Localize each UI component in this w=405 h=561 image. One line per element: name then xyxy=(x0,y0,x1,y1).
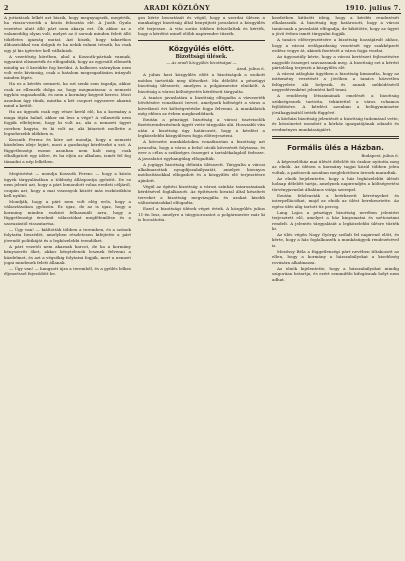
article-dateline: Budapest, julius 6. xyxy=(361,153,399,159)
article-paragraph: Megtörtént — mondja Kossuth Ferenc — hogy a közös ügyek tárgyalásában a többség álláspontja győzött. De ez nem jelenti azt, hogy a párt lemondott volna eredeti céljáról, csupán azt, hogy a mai viszonyok között más eszközökhöz kell nyúlni. xyxy=(4,171,131,199)
article-paragraph: Az elnök bejelentette, hogy a ház legközelebbi ülését holnap délelőtt tartja, amelynek napirendjén a költségvetési törvényjavaslat általános vitája szerepel. xyxy=(272,175,399,192)
issue-date: 1910. julius 7. xyxy=(345,3,401,12)
article-headline: Közgyűlés előtt. xyxy=(168,43,235,53)
article-paragraph: kezdetben kitűzött ideig, hogy a kérdés rendezését elhalasszák. A bizottság úgy határozott, hogy a városi tanácsnak a javaslatát elfogadja, de kikötötte, hogy az ügyet a jövő évben ismét tárgyalni fogják. xyxy=(272,15,399,37)
newspaper-title: ARADI KÖZLÖNY xyxy=(144,3,210,12)
article-paragraph: Ha ez a kérdés nemzeti, ha ezt senki sem tagadja, akkor csak az ellenzék dolga az, hogy megmutassa: a nemzeti ügyhöz ragaszkodik, és nem a kormány kegyeit keresi. Most azonban úgy tűnik, mintha a két csoport egyszerre akarná mind a kettőt. xyxy=(4,81,131,109)
article-dateline: Arad, julius 6. xyxy=(236,66,265,72)
article-paragraph: A tanács javaslatára a bizottság elfogadta a vízvezeték bővítésére vonatkozó tervet, amelynek költségét a város a következő évi költségvetésbe fogja felvenni. A munkálatok még ebben az évben megkezdődnek. xyxy=(138,94,265,116)
article-paragraph: Mezőssy Béla a függetlenségi párt nevében tiltakozott az ellen, hogy a kormány a házszabályokat a kisebbség rovására alkalmazza. xyxy=(272,248,399,265)
article-paragraph: Ezután a pénzügyi bizottság a városi tisztviselők fizetésrendezésének ügyét vette tárgyalás alá. Hosszabb vita után a bizottság úgy határozott, hogy a kérdést a legközelebbi közgyűlésen fogja előterjeszteni. xyxy=(138,116,265,139)
page-header xyxy=(4,2,401,14)
article-paragraph: Mondják, hogy a párt nem volt elég erős, hogy a választásokon győzzön. Ez igaz, de az is igaz, hogy a kormány minden eszközt felhasznált arra, hogy a függetlenségi érzelmű választókat megfélemlítse és a szavazástól visszatartsa. xyxy=(4,199,131,226)
article-paragraph: A kövezési munkálatokra vonatkozóan a bizottság azt javasolta, hogy a város a belső utcák kövezését folytassa, és erre a célra a szükséges összeget a tartalékalapból fedezze. A javaslatot egyhangúlag elfogadták. xyxy=(138,139,265,161)
article-paragraph: Végül az építési bizottság a városi színház tatarozásának kérdésével foglalkozott. Az építészeti hivatal által készített terveket a bizottság megvizsgálta és azokat kisebb változtatásokkal elfogadta. xyxy=(138,183,265,206)
article-paragraph: A kórházi bizottság jelentését a bizottság tudomásul vette, és köszönetet mondott a kórház igazgatójának odaadó és eredményes munkásságáért. xyxy=(272,115,399,132)
column-left xyxy=(4,15,131,558)
article-paragraph: Ha az ügynek csak egy része kerül elő, ha a kormány a maga útján halad, akkor mi lesz a vége? A választók nem fogják elfelejteni, hogy ki volt az, aki a nemzeti ügyet cserben hagyta, és ki volt az, aki kitartott mellette a legnehezebb időkben is. xyxy=(4,109,131,137)
article-paragraph: Ezzel a bizottsági ülések véget értek. A közgyűlés julius 11-én lesz, amelyre a tárgysorozatot a polgármester már ki is bocsátotta. xyxy=(138,206,265,223)
article-subheadline: Bizottsági ülések. xyxy=(175,53,228,60)
article-paragraph: Az ülés végén Nagy György szólalt fel napirend előtt, és kérte, hogy a ház foglalkozzék a munkásügyek rendezésével is. xyxy=(272,231,399,248)
article-paragraph: A vezetőség körében, ahol a Kossuth-pártiak vannak, egyaránt elismerték és elfogadták, hogy az egyesült ellenzék mindig az ő kezükbe fog kerülni. A balkezes szárnyban nem volt erős kívánság, csak a hatalom megragadására irányult minden lépés. xyxy=(4,53,131,81)
page-number: 2 xyxy=(4,3,9,12)
article-paragraph: A juttatások lelkét azt hiszik, hogy megnyugszik, megértik, ha vissza-vezetik a közös felosztás elé. A Justh Gyula vezetése alatt álló párt nem akarja ezt. Ők akkor az a valameddig olyan volt, melyet az ő sorsuk minden felett álló tökéletes igazság mutat. Azt hiszik, hogy takarékos áldozatokkal van dolguk és ha nekik valami tetszik, ha csak egy jó kis ígéretre kell vállalniok. xyxy=(4,15,131,53)
article-paragraph: gos kérte beosztását és végül, hogy a szerdai ülésen a munkaügyi bizottság által benyújtott javaslatot a közgyűlés elé terjessze. A vita során többen felszólaltak és kérték, hogy a kérdést minél előbb napirendre tűzzék. xyxy=(138,15,265,37)
section-divider xyxy=(272,136,399,139)
article-paragraph: A jogügyi bizottság délután ülésezett. Tárgyalta a városi alkalmazottak nyugdíjszabályzatát, amelyet bizonyos módosításokkal elfogadott és a közgyűlés elé terjesztésre ajánlott. xyxy=(138,161,265,183)
article-paragraph: Az ügyosztály kérte, hogy a városi kertészet fejlesztésére nagyobb összeget szavazzanak meg. A bizottság ezt a kérést pártolólag terjeszti a közgyűlés elé. xyxy=(272,54,399,71)
article-paragraph: — Úgy van! — hangzott újra a teremből, és a gyűlés lelkes éljenzéssel fejeződött be. xyxy=(4,265,131,277)
section-divider xyxy=(4,167,131,168)
article-paragraph: A tanács előterjesztésére a bizottság hozzájárult ahhoz, hogy a városi erdőgazdaság vezetését egy szakképzett erdész vegye át, akinek fizetését a város fogja viselni. xyxy=(272,37,399,54)
article-paragraph: A párt vezetői nem akarnak harcot, de ha a kormány kényszeríti őket, akkor kénytelenek lesznek felvenni a küzdelmet, és azt a végsőkig folytatni fogják, mert a nemzet jogai mindenek felett állanak. xyxy=(4,243,131,265)
article-paragraph: Ezután felolvasták a beérkezett kérvényeket és interpellációkat, majd az elnök az ülést berekesztette. Az egész ülés alig tartott tíz percig. xyxy=(272,192,399,209)
article-paragraph: A julius havi közgyűlés előtt a bizottságok a szokott módon tartották meg üléseiket. Ma délelőtt a pénzügyi bizottság ülésezett, amelyen a polgármester elnökölt. A bizottság a városi költségvetés kérdéseit tárgyalta. xyxy=(138,72,265,94)
article-paragraph: A képviselőház mai ülését délelőtt tíz órakor nyitotta meg az elnök. Az ülésen a kormány tagjai közül többen jelen voltak, a padsorok azonban meglehetősen üresek maradtak. xyxy=(272,159,399,175)
article-paragraph: A városi zálogház ügyében a bizottság kimondta, hogy az intézmény vezetését a jövőben a tanács közvetlen felügyelete alá helyezik, és annak működéséről negyedévenként jelentést kell tenni. xyxy=(272,71,399,93)
article-paragraph: Lang Lajos a pénzügyi bizottság nevében jelentést terjesztett elő, amelyet a ház kinyomatni és szétosztani rendelt. A jelentés tárgyalását a legközelebbi ülésre tűzték ki. xyxy=(272,209,399,231)
article-headline: Formális ülés a Házban. xyxy=(287,143,384,153)
section-divider xyxy=(138,40,265,41)
article-byline: — Az aradi közgyűlés bizottságai — xyxy=(166,60,237,66)
article-paragraph: — Úgy van! — kiáltották többen a teremben, és a szónok folytatta beszédét, amelyben részletesen kifejtette a párt jövendő politikáját és a legközelebbi teendőket. xyxy=(4,226,131,243)
column-middle xyxy=(138,15,265,558)
article-paragraph: Kossuth Ferenc és köre azt mondja, hogy a nemzeti küzdelem ideje lejárt, most a gazdasági kérdéseké a szó. A függetlenségi eszme azonban nem halt meg, csak elhallgatott egy időre, és ha eljön az alkalom, ismét fel fog támadni a nép lelkében. xyxy=(4,136,131,164)
column-right xyxy=(272,15,399,558)
article-paragraph: A rendőrség létszámának emelését a bizottság szükségesnek tartotta, tekintettel a város rohamos fejlődésére. A kérdést azonban a belügyminiszter jóváhagyásától tették függővé. xyxy=(272,93,399,115)
article-paragraph: Az elnök kijelentette, hogy a házszabályokat mindig szigorúan betartja, és ezért semmiféle kifogásnak helyt nem adhat. xyxy=(272,265,399,282)
